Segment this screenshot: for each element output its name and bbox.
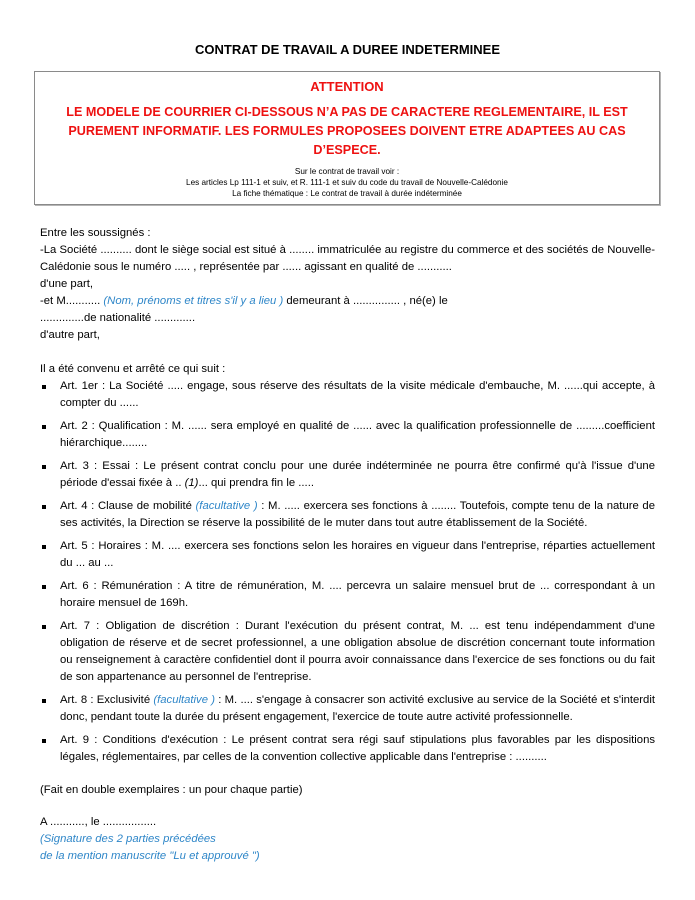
article-item	[40, 578, 655, 612]
article-text: Art. 1er : La Société ..... engage, sous réserve des résultats de la visite médicale d'embauche, M. ......qui accepte, à compter du ......	[60, 380, 655, 409]
articles-section	[40, 361, 655, 766]
bullet-icon	[42, 625, 46, 629]
article-text: Art. 7 : Obligation de discrétion : Durant l'exécution du présent contrat, M. ... est tenu indépendamment d'une obligation de réserve et de secret professionnel, a une obligation absolue de discrétion concernant toute information ou renseignement à caractère confidentiel dont il pourra avoir connaissance dans l'exercice de ses fonctions ou du fait de son appartenance au personnel de l'entreprise.	[60, 620, 655, 683]
warning-text: LE MODELE DE COURRIER CI-DESSOUS N’A PAS DE CARACTERE REGLEMENTAIRE, IL EST PUREMENT INFORMATIF. LES FORMULES PROPOSEES DOIVENT ETRE ADAPTEES AU CAS D’ESPECE.	[66, 105, 628, 157]
reference-line: La fiche thématique : Le contrat de travail à durée indéterminée	[232, 189, 462, 198]
article-item	[40, 618, 655, 686]
reference-line: Sur le contrat de travail voir :	[294, 167, 400, 176]
employee-prefix: -et M...........	[40, 295, 101, 307]
article-text: Art. 5 : Horaires : M. .... exercera ses fonctions selon les horaires en vigueur dans l'entreprise, réparties actuellement du ... au ...	[60, 540, 655, 569]
reference-line: Les articles Lp 111-1 et suiv, et R. 111-1 et suiv du code du travail de Nouvelle-Calédonie	[186, 178, 508, 187]
article-text: Art. 3 : Essai : Le présent contrat conclu pour une durée indéterminée ne pourra être confirmé qu'à l'issue d'une période d'essai fixée à ..	[60, 460, 655, 489]
bullet-icon	[42, 505, 46, 509]
parties-section	[40, 225, 655, 344]
employee-nationality: ..............de nationalité .............	[40, 312, 196, 324]
signature-instruction: de la mention manuscrite "Lu et approuvé ")	[40, 850, 260, 862]
bullet-icon	[42, 465, 46, 469]
article-text: ... qui prendra fin le .....	[198, 477, 314, 489]
articles-list	[40, 378, 655, 766]
article-item	[40, 418, 655, 452]
second-party-label: d'autre part,	[40, 329, 100, 341]
article-item	[40, 458, 655, 492]
article-item	[40, 498, 655, 532]
employee-clause	[40, 293, 655, 310]
legal-references	[53, 166, 641, 199]
closing-section	[40, 782, 661, 865]
bullet-icon	[42, 545, 46, 549]
footnote-ref: (1)	[184, 477, 199, 489]
parties-intro: Entre les soussignés :	[40, 227, 151, 239]
bullet-icon	[42, 699, 46, 703]
article-item	[40, 538, 655, 572]
bullet-icon	[42, 425, 46, 429]
bullet-icon	[42, 739, 46, 743]
warning-box	[34, 71, 660, 205]
optional-hint: (facultative )	[195, 500, 258, 512]
first-party-label: d'une part,	[40, 278, 94, 290]
optional-hint: (facultative )	[153, 694, 215, 706]
company-clause: -La Société .......... dont le siège social est situé à ........ immatriculée au registre du commerce et des sociétés de Nouvelle-Calédonie sous le numéro ..... , représentée par ...... agissant en qualité de ...........	[40, 244, 655, 273]
bullet-icon	[42, 585, 46, 589]
copies-note: (Fait en double exemplaires : un pour chaque partie)	[40, 784, 303, 796]
article-text: Art. 8 : Exclusivité	[60, 694, 154, 706]
warning-heading: ATTENTION	[310, 79, 384, 94]
article-item	[40, 378, 655, 412]
article-item	[40, 692, 655, 726]
signature-instruction: (Signature des 2 parties précédées	[40, 833, 216, 845]
bullet-icon	[42, 385, 46, 389]
agreed-intro: Il a été convenu et arrêté ce qui suit :	[40, 363, 226, 375]
article-item	[40, 732, 655, 766]
article-text: Art. 2 : Qualification : M. ...... sera employé en qualité de ...... avec la qualification professionnelle de .........coefficient hiérarchique........	[60, 420, 655, 449]
article-text: : M. ..... exercera ses fonctions à ........ Toutefois, compte tenu de la nature de ses activités, la Direction se réserve la possibilité de le muter dans tout autre établissement de la Société.	[60, 500, 655, 529]
article-text: : M. .... s'engage à consacrer son activité exclusive au service de la Société et s'interdit donc, pendant toute la durée du présent engagement, l'exercice de toute autre activité professionnelle.	[60, 694, 655, 723]
spacer	[40, 799, 661, 814]
article-text: Art. 4 : Clause de mobilité	[60, 500, 196, 512]
employee-suffix: demeurant à ............... , né(e) le	[286, 295, 448, 307]
place-date-line: A ..........., le .................	[40, 816, 157, 828]
employee-hint: (Nom, prénoms et titres s'il y a lieu )	[103, 295, 284, 307]
article-text: Art. 9 : Conditions d'exécution : Le présent contrat sera régi sauf stipulations plus favorables par les dispositions légales, réglementaires, par celles de la convention collective applicable dans l'entreprise : ..........	[60, 734, 655, 763]
article-text: Art. 6 : Rémunération : A titre de rémunération, M. .... percevra un salaire mensuel brut de ... correspondant à un horaire mensuel de 169h.	[60, 580, 655, 609]
document-title: CONTRAT DE TRAVAIL A DUREE INDETERMINEE	[194, 42, 501, 57]
